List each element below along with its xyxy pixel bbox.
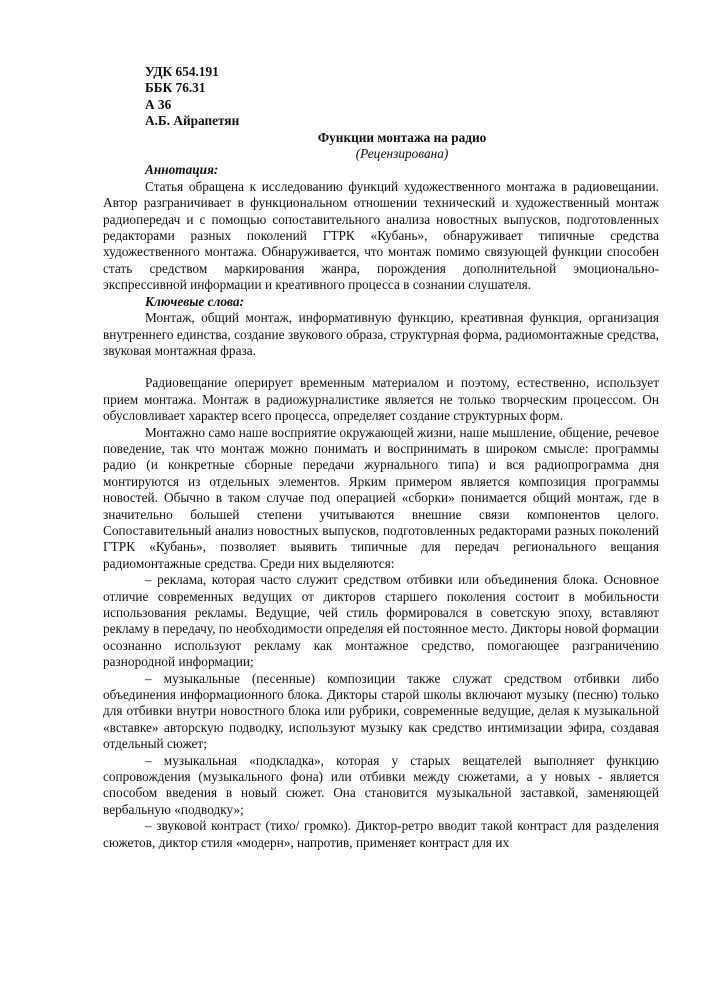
body-paragraph: – звуковой контраст (тихо/ громко). Диктор-ретро вводит такой контраст для разделения сюжетов, диктор стиля «модерн», напротив, применяет контраст для их — [103, 818, 659, 850]
udk-code: УДК 654.191 — [145, 64, 219, 79]
section-gap — [103, 359, 659, 375]
author-name: А.Б. Айрапетян — [145, 113, 240, 129]
body-paragraph: – реклама, которая часто служит средством отбивки или объединения блока. Основное отличие современных ведущих от дикторов старшего поколения состоит в мобильности использования рекламы. Ведущие, чей стиль формировался в советскую эпоху, вставляют рекламу в передачу, по необходимости определяя ей постоянное место. Дикторы новой формации осознанно используют рекламу как монтажное средство, помогающее разграничению разнородной информации; — [103, 572, 659, 670]
body-paragraph: Радиовещание оперирует временным материалом и поэтому, естественно, использует прием монтажа. Монтаж в радиожурналистике является не только творческим процессом. Он обусловливает характер всего процесса, определяет создание структурных форм. — [103, 375, 659, 424]
body-paragraph: – музыкальная «подкладка», которая у старых вещателей выполняет функцию сопровождения (музыкального фона) или отбивки между сюжетами, а у новых - является способом введения в новый сюжет. Она становится музыкальной заставкой, заменяющей вербальную «подводку»; — [103, 752, 659, 817]
author-code: А 36 — [145, 96, 172, 112]
review-status: (Рецензирована) — [355, 146, 449, 162]
bbk-code: ББК 76.31 — [145, 80, 206, 96]
abstract-heading: Аннотация: — [145, 162, 219, 178]
body-paragraph: – музыкальные (песенные) композиции также служат средством отбивки либо объединения информационного блока. Дикторы старой школы включают музыку (песню) только для отбивки внутри новостного блока или рубрики, современные ведущие, делая к музыкальной «вставке» авторскую подводку, используют музыку как средство интимизации эфира, создавая отдельный сюжет; — [103, 670, 659, 752]
article-page — [103, 64, 659, 851]
body-paragraph: Монтажно само наше восприятие окружающей жизни, наше мышление, общение, речевое поведение, так что монтаж можно понимать и воспринимать в широком смысле: программы радио (и конкретные сборные передачи журнального типа) и вся радиопрограмма дня монтируются из отдельных элементов. Ярким примером является композиция программы новостей. Обычно в таком случае под операцией «сборки» понимается общий монтаж, где в значительно большей степени учитываются внешние связи компонентов целого. Сопоставительный анализ новостных выпусков, подготовленных редакторами разных поколений ГТРК «Кубань», позволяет выявить типичные для передач регионального вещания радиомонтажные средства. Среди них выделяются: — [103, 424, 659, 571]
keywords-text: Монтаж, общий монтаж, информативную функцию, креативная функция, организация внутреннего единства, создание звукового образа, структурная форма, радиомонтажные средства, звуковая монтажная фраза. — [103, 310, 659, 358]
article-title: Функции монтажа на радио — [317, 129, 487, 145]
keywords-heading: Ключевые слова: — [145, 293, 244, 309]
abstract-text: Статья обращена к исследованию функций художественного монтажа в радиовещании. Автор разграничивает в функциональном отношении технический и художественный монтаж радиопередач и с помощью сопоставительного анализа новостных выпусков, подготовленных редакторами разных поколений ГТРК «Кубань», обнаруживает типичные средства художественного монтажа. Обнаруживается, что монтаж помимо связующей функции способен стать средством маркирования жанра, порождения дополнительной эмоционально-экспрессивной информации и креативного процесса в сознании слушателя. — [103, 178, 659, 293]
